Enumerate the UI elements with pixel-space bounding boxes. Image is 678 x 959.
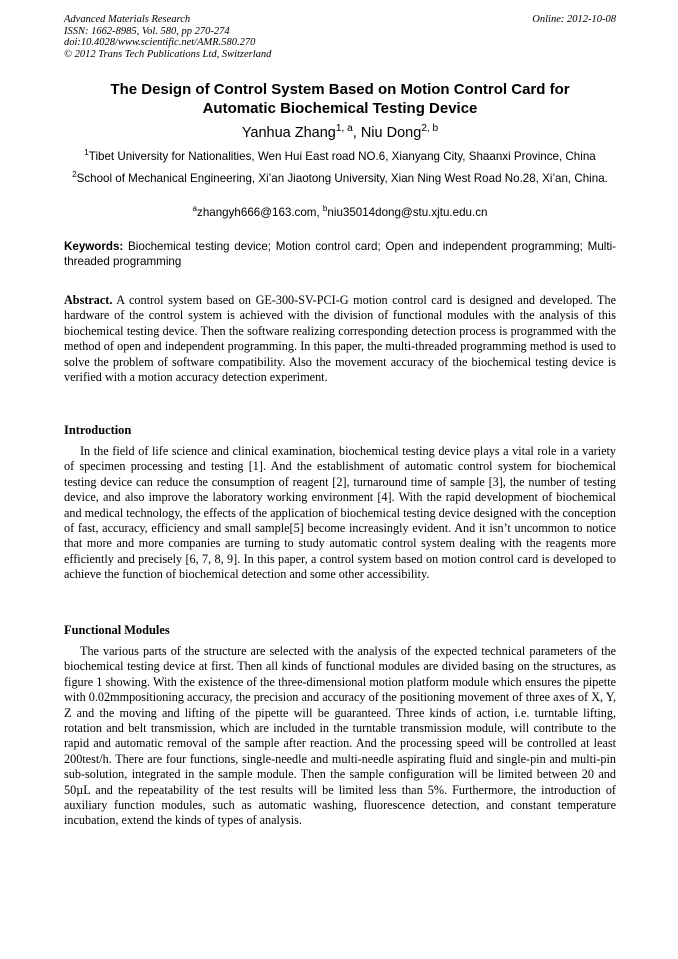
affiliation-1 [64,149,616,165]
author-name-1: Yanhua Zhang [241,125,336,141]
functional-modules-paragraph: The various parts of the structure are selected with the analysis of the expected technical parameters of the biochemical testing device at first. Then all kinds of functional modules are divided basing on the structures, as figure 1 showing. With the existence of the three-dimensional motion platform module which ensures the pipette with 0.02mmpositioning accuracy, the precision and accuracy of the positioning movement of three axes of X, Y, Z and the moving and lifting of the pipette will be guaranteed. Three kinds of action, i.e. turntable lifting, rotation and belt transmission, which are included in the turntable transmission module, will contribute to the rapid and automatic removal of the sample after reaction. And the processing speed will be controlled at least 200test/h. There are four functions, single-needle and multi-needle aspirating fluid and single-pin and multi-pin sub-solution, integrated in the sample module. Then the sample configuration will be limited between 20 and 50µL and the repeatability of the test results will be limited less than 5%. Furthermore, the introduction of auxiliary function modules, such as automatic washing, fluorescence detection, and constant temperature incubation, extend the kinds of types of analysis. [64,644,616,828]
issn-line: ISSN: 1662-8985, Vol. 580, pp 270-274 [64,25,230,37]
email-a-marker: a [192,204,198,214]
author-list [64,124,616,142]
affiliation-2 [64,171,616,187]
abstract-block [64,293,616,385]
email-b: niu35014dong@stu.xjtu.edu.cn [327,206,488,219]
journal-name: Advanced Materials Research [64,14,191,25]
title-line-2: Automatic Biochemical Testing Device [202,99,478,117]
doi-line: doi:10.4028/www.scientific.net/AMR.580.270 [64,37,256,48]
title-line-1: The Design of Control System Based on Motion Control Card for [110,81,570,98]
keywords-label: Keywords: [64,240,124,253]
keywords-block [64,239,616,269]
online-date: Online: 2012-10-08 [532,14,616,25]
section-heading-functional-modules: Functional Modules [64,623,170,637]
affiliation-1-text: Tibet University for Nationalities, Wen Hui East road NO.6, Xianyang City, Shaanxi Province, China [88,150,596,163]
journal-header [64,14,616,60]
abstract-text: A control system based on GE-300-SV-PCI-G motion control card is designed and developed. The hardware of the control system is achieved with the division of functional modules with the analysis of this biochemical testing device. Then the software realizing corresponding detection process is programmed with the method of open and independent programming. In this paper, the multi-threaded programming method is used to solve the problem of software compatibility. Also the movement accuracy of the biochemical testing device is verified with a motion accuracy detection experiment. [64,293,616,385]
email-a: zhangyh666@163.com, [197,206,323,219]
affiliation-2-marker: 2 [72,170,77,180]
introduction-paragraph: In the field of life science and clinical examination, biochemical testing device plays a vital role in a variety of specimen processing and testing [1]. And the establishment of automatic control system for biochemical testing device can reduce the consumption of reagent [2], turnaround time of sample [3], the number of testing device, and also improve the laboratory working environment [4]. With the rapid development of biochemical and medical technology, the effects of the application of biochemical testing device designed with the conception of fast, accuracy, efficiency and small sample[5] become increasingly evident. And it isn’t uncommon to notice that more and more companies are turning to study automatic control system dealing with the reagents more efficiently and precisely [6, 7, 8, 9]. In this paper, a control system based on motion control card is developed to achieve the function of biochemical detection and some other accessibility. [64,444,616,582]
author-separator: , [352,125,361,141]
copyright-line: © 2012 Trans Tech Publications Ltd, Switzerland [64,48,272,60]
author-name-2: Niu Dong [360,125,422,141]
author-emails [64,205,616,221]
paper-title [64,81,616,118]
section-heading-introduction: Introduction [64,423,132,437]
author-1-marker: 1, a [335,123,353,135]
abstract-label: Abstract. [64,293,113,307]
keywords-text: Biochemical testing device; Motion control card; Open and independent programming; Multi-threaded programming [64,240,616,268]
affiliation-2-text: School of Mechanical Engineering, Xi’an Jiaotong University, Xian Ning West Road No.28, Xi’an, China. [76,172,608,185]
author-2-marker: 2, b [421,123,439,135]
email-b-marker: b [322,204,328,214]
affiliation-1-marker: 1 [84,148,89,158]
